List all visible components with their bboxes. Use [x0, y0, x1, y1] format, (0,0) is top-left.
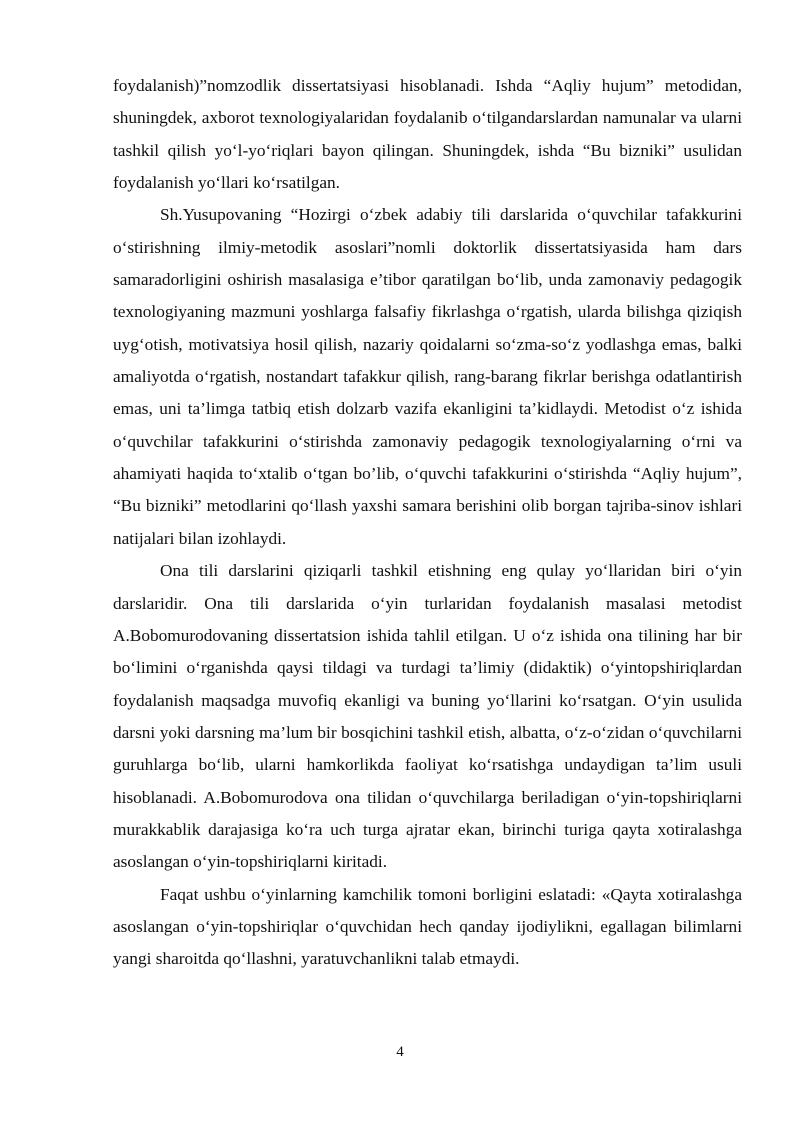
- document-page: [113, 70, 742, 976]
- page-number: 4: [396, 1044, 404, 1060]
- paragraph-continuation: foydalanish)”nomzodlik dissertatsiyasi hisoblanadi. Ishda “Aqliy hujum” metodidan, shuningdek, axborot texnologiyalaridan foydalanib o‘tilgandarslardan namunalar va ularni tashkil qilish yo‘l-yo‘riqlari bayon qilingan. Shuningdek, ishda “Bu bizniki” usulidan foydalanish yo‘llari ko‘rsatilgan.: [113, 76, 742, 193]
- paragraph-drawbacks: Faqat ushbu o‘yinlarning kamchilik tomoni borligini eslatadi: «Qayta xotiralashga asoslangan o‘yin-topshiriqlar o‘quvchidan hech qanday ijodiylikni, egallagan bilimlarni yangi sharoitda qo‘llashni, yaratuvchanlikni talab etmaydi.: [113, 884, 742, 969]
- paragraph-bobomurodova: Ona tili darslarini qiziqarli tashkil etishning eng qulay yo‘llaridan biri o‘yin darslaridir. Ona tili darslarida o‘yin turlaridan foydalanish masalasi metodist A.Bobomurodovaning dissertatsion ishida tahlil etilgan. U o‘z ishida ona tilining har bir bo‘limini o‘rganishda qaysi tildagi va turdagi ta’limiy (didaktik) o‘yintopshiriqlardan foydalanish maqsadga muvofiq ekanligi va buning yo‘llarini ko‘rsatgan. O‘yin usulida darsni yoki darsning ma’lum bir bosqichini tashkil etish, albatta, o‘z-o‘zidan o‘quvchilarni guruhlarga bo‘lib, ularni hamkorlikda faoliyat ko‘rsatishga undaydigan ta’lim usuli hisoblanadi. A.Bobomurodova ona tilidan o‘quvchilarga beriladigan o‘yin-topshiriqlarni murakkablik darajasiga ko‘ra uch turga ajratar ekan, birinchi turiga qayta xotiralashga asoslangan o‘yin-topshiriqlarni kiritadi.: [113, 561, 742, 872]
- paragraph-yusupova: Sh.Yusupovaning “Hozirgi o‘zbek adabiy tili darslarida o‘quvchilar tafakkurini o‘stirishning ilmiy-metodik asoslari”nomli doktorlik dissertatsiyasida ham dars samaradorligini oshirish masalasiga e’tibor qaratilgan bo‘lib, unda zamonaviy pedagogik texnologiyaning mazmuni yoshlarga falsafiy fikrlashga o‘rgatish, ularda bilishga qiziqish uyg‘otish, motivatsiya hosil qilish, nazariy qoidalarni so‘zma-so‘z yodlashga emas, balki amaliyotda o‘rgatish, nostandart tafakkur qilish, rang-barang fikrlar berishga odatlantirish emas, uni ta’limga tatbiq etish dolzarb vazifa ekanligini ta’kidlaydi. Metodist o‘z ishida o‘quvchilar tafakkurini o‘stirishda zamonaviy pedagogik texnologiyalarning o‘rni va ahamiyati haqida to‘xtalib o‘tgan bo’lib, o‘quvchi tafakkurini o‘stirishda “Aqliy hujum”, “Bu bizniki” metodlarini qo‘llash yaxshi samara berishini olib borgan tajriba-sinov ishlari natijalari bilan izohlaydi.: [113, 205, 742, 548]
